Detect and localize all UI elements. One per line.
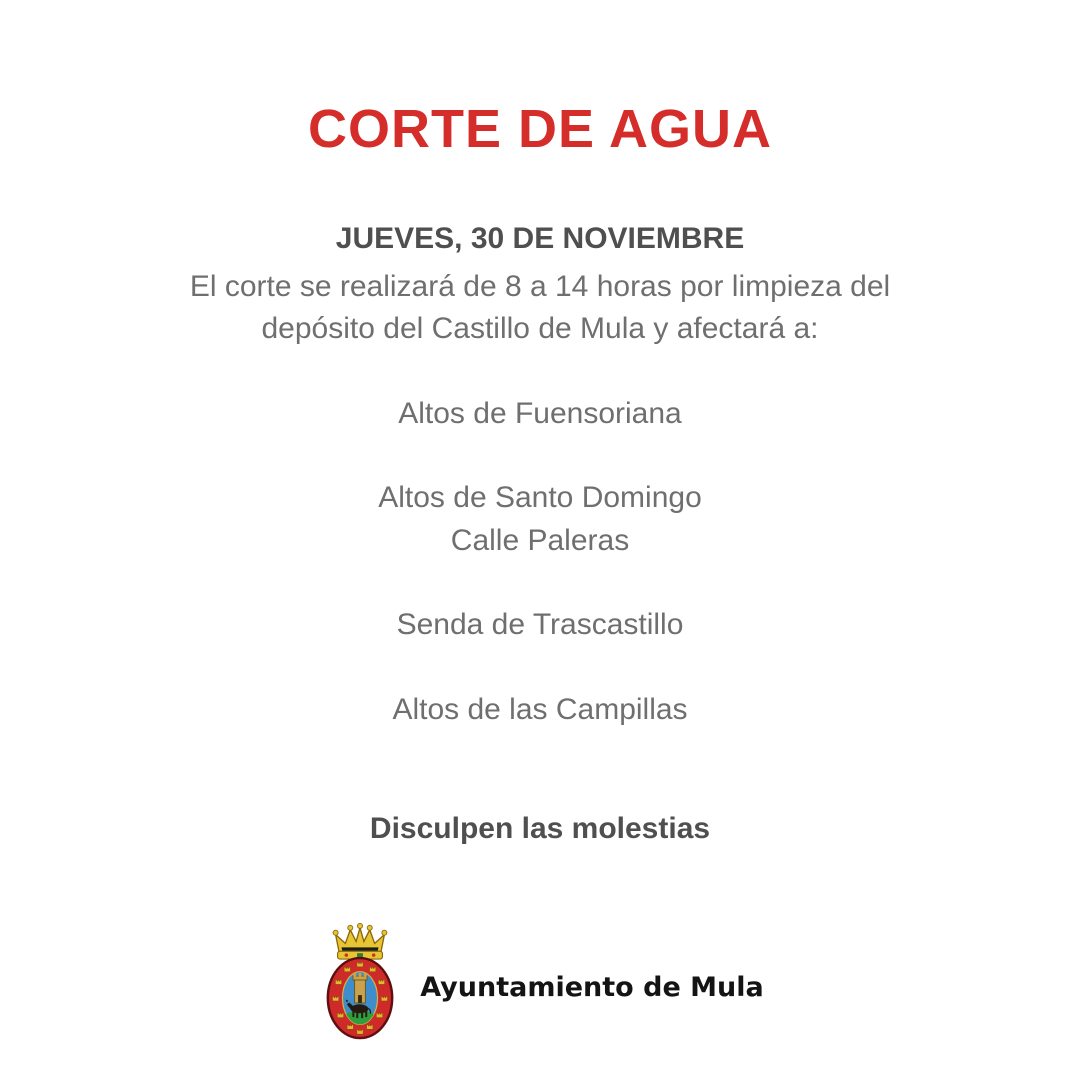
affected-area-line: Altos de Fuensoriana	[398, 397, 682, 430]
poster-title: CORTE DE AGUA	[307, 99, 772, 159]
affected-area-group	[0, 476, 1080, 562]
affected-area-line: Calle Paleras	[450, 524, 630, 557]
affected-area-line: Senda de Trascastillo	[396, 608, 684, 641]
footer-branding	[0, 918, 1080, 1043]
apology-message: Disculpen las molestias	[369, 812, 711, 845]
crown-icon	[333, 923, 387, 959]
mula-coat-of-arms-icon	[316, 921, 404, 1040]
affected-area-line: Altos de Santo Domingo	[378, 481, 702, 514]
affected-area-group	[0, 603, 1080, 646]
affected-area-group	[0, 688, 1080, 731]
announcement-date: JUEVES, 30 DE NOVIEMBRE	[335, 222, 745, 255]
affected-area-group	[0, 392, 1080, 435]
description-line-1: El corte se realizará de 8 a 14 horas por limpieza del	[189, 270, 891, 303]
organization-name: Ayuntamiento de Mula	[420, 972, 764, 1003]
affected-area-line: Altos de las Campillas	[392, 693, 688, 726]
announcement-description	[0, 266, 1080, 350]
castle-tower	[353, 973, 367, 1003]
description-line-2: depósito del Castillo de Mula y afectará a:	[261, 312, 819, 345]
